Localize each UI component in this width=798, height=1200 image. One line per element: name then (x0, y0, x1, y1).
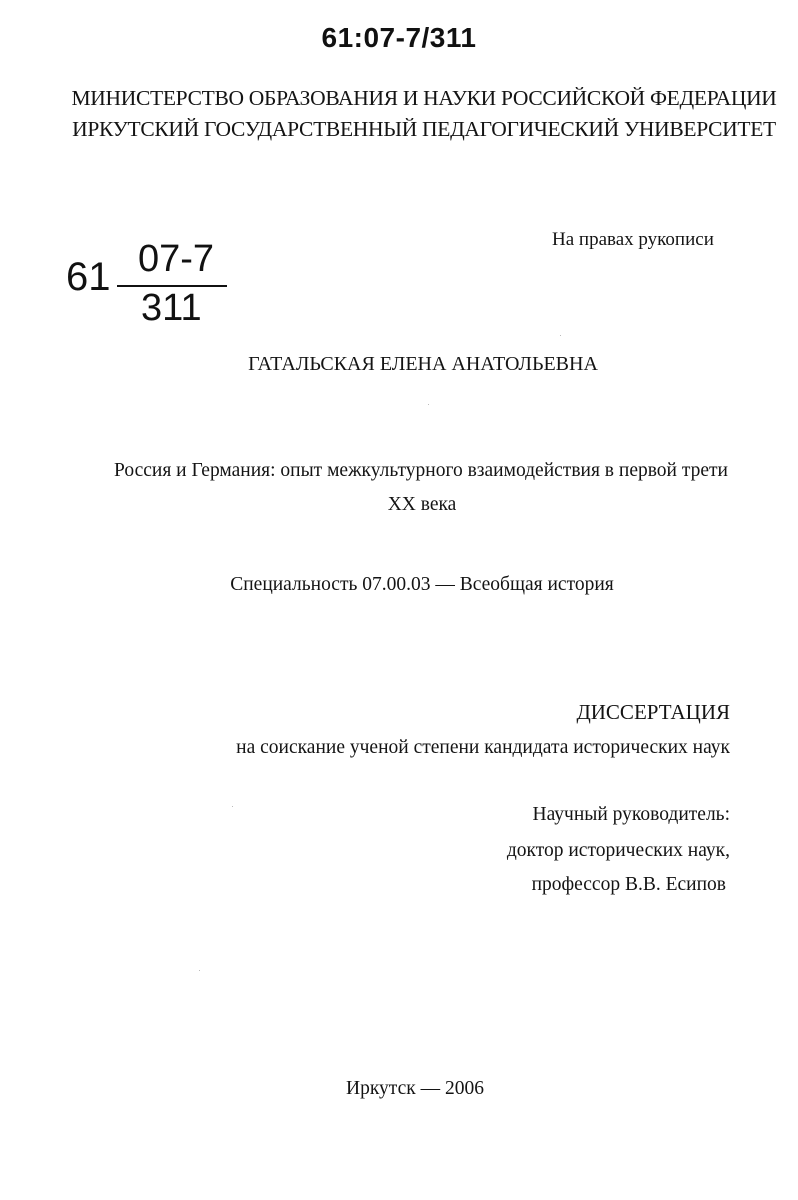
scan-speck (428, 404, 429, 405)
dissertation-heading: ДИССЕРТАЦИЯ (576, 700, 730, 724)
dissertation-title-line-2: XX века (387, 494, 457, 515)
archive-code-denominator: 311 (141, 287, 202, 329)
supervisor-degree: доктор исторических наук, (506, 840, 730, 861)
supervisor-name: профессор В.В. Есипов (531, 874, 726, 895)
rights-note: На правах рукописи (552, 229, 714, 250)
dissertation-title-line-1: Россия и Германия: опыт межкультурного взаимодействия в первой трети (114, 460, 728, 481)
university-name: ИРКУТСКИЙ ГОСУДАРСТВЕННЫЙ ПЕДАГОГИЧЕСКИЙ УНИВЕРСИТЕТ (72, 117, 776, 141)
author-name: ГАТАЛЬСКАЯ ЕЛЕНА АНАТОЛЬЕВНА (248, 353, 598, 375)
degree-sought: на соискание ученой степени кандидата исторических наук (236, 737, 730, 758)
archive-code-prefix: 61 (66, 255, 111, 299)
archive-code-numerator: 07-7 (138, 238, 215, 280)
supervisor-label: Научный руководитель: (532, 804, 730, 825)
scan-speck (232, 806, 233, 807)
scan-speck (199, 970, 200, 971)
archive-stamp-code: 61:07-7/311 (321, 22, 477, 53)
city-year: Иркутск — 2006 (346, 1078, 484, 1099)
scan-speck (560, 335, 561, 336)
ministry-name: МИНИСТЕРСТВО ОБРАЗОВАНИЯ И НАУКИ РОССИЙСКОЙ ФЕДЕРАЦИИ (71, 86, 777, 110)
specialty: Специальность 07.00.03 — Всеобщая история (230, 574, 614, 595)
